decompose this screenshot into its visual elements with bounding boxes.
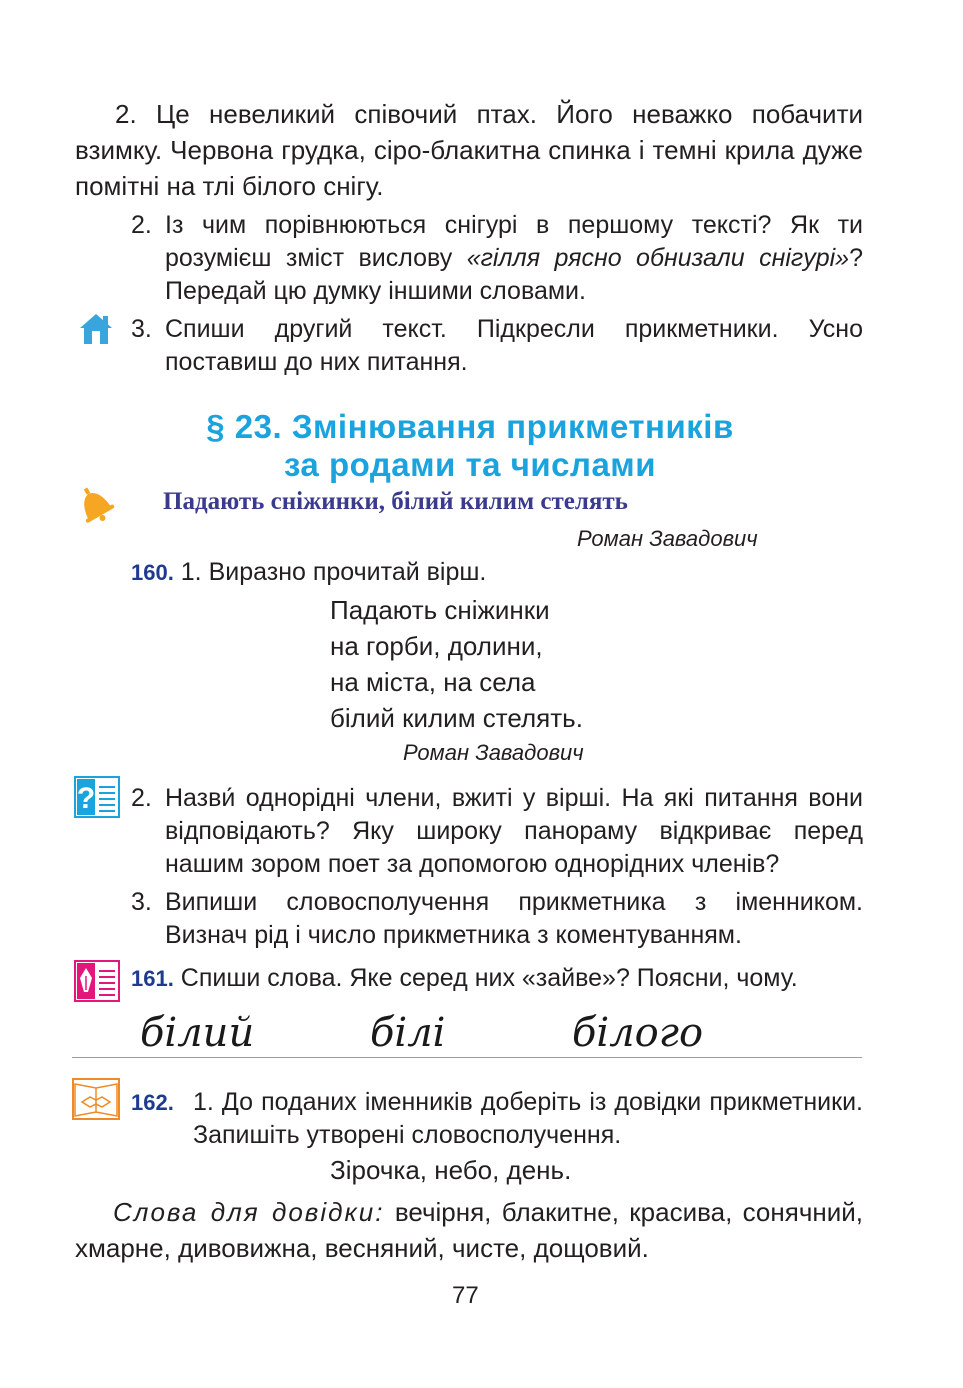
exercise-162-number: 162. xyxy=(131,1090,174,1115)
epigraph-author: Роман Завадович xyxy=(577,526,758,551)
poem-line-1: Падають сніжинки xyxy=(330,595,550,625)
svg-text:?: ? xyxy=(76,782,96,815)
exercise-161-number: 161. xyxy=(131,966,174,991)
question-2-number: 2. xyxy=(131,211,152,239)
exercise-162-task1: 1. До поданих іменників доберіть із довідки прикметники. Запишіть утворені словосполучення. xyxy=(193,1088,863,1149)
intro-paragraph xyxy=(75,96,863,204)
exercise-161 xyxy=(131,962,863,995)
handshake-book-icon xyxy=(72,1078,120,1120)
handwritten-word-1: білий xyxy=(140,1010,255,1056)
task2-number: 2. xyxy=(131,784,152,812)
handwritten-word-3: білого xyxy=(572,1010,704,1056)
hint-paragraph xyxy=(75,1194,863,1266)
poem-line-3: на міста, на села xyxy=(330,667,536,697)
question-3-number: 3. xyxy=(131,315,152,343)
poem-line-2: на горби, долини, xyxy=(330,631,543,661)
question-2 xyxy=(131,209,863,308)
section-heading xyxy=(100,408,840,484)
nouns-line: Зірочка, небо, день. xyxy=(330,1155,572,1185)
section-title-line2: за родами та числами xyxy=(283,446,657,483)
question-3-text: Спиши другий текст. Підкресли прикметники. Усно поставиш до них питання. xyxy=(165,315,863,376)
pen-book-icon xyxy=(74,960,120,1002)
quote: «гілля рясно обнизали снігурі» xyxy=(466,244,850,272)
hint-words: вечірня, блакитне, красива, сонячний, хмарне, дивовижна, весняний, чисте, дощовий. xyxy=(75,1197,863,1263)
exercise-160-task2 xyxy=(131,782,863,881)
exercise-160-number: 160. xyxy=(131,560,174,585)
poem-author: Роман Завадович xyxy=(403,740,584,765)
exercise-161-text: Спиши слова. Яке серед них «зайве»? Поясни, чому. xyxy=(180,964,798,992)
home-icon xyxy=(78,312,114,346)
exercise-162 xyxy=(131,1086,863,1152)
writing-line xyxy=(72,1057,862,1058)
poem-line-4: білий килим стелять. xyxy=(330,703,583,733)
task3-number: 3. xyxy=(131,888,152,916)
epigraph: Падають сніжинки, білий килим стелять xyxy=(163,488,628,515)
question-3 xyxy=(131,313,863,379)
exercise-160-task1-text: 1. Виразно прочитай вірш. xyxy=(180,558,487,586)
poem xyxy=(330,592,583,736)
task3-text: Випиши словосполучення прикметника з іменником. Визнач рід і число прикметника з коментуванням. xyxy=(165,888,863,949)
handwritten-word-2: білі xyxy=(370,1010,446,1056)
exercise-160-task3 xyxy=(131,886,863,952)
question-book-icon xyxy=(74,776,120,818)
task2-text: Назви́ однорідні члени, вжиті у вірші. На які питання вони відповідають? Яку широку панораму відкриває перед нашим зором поет за допомогою однорідних членів? xyxy=(165,784,863,878)
question-2-text: Із чим порівнюються снігурі в першому тексті? Як ти розумієш зміст вислову «гілля рясно обнизали снігурі»? Передай цю думку іншими словами. xyxy=(165,211,863,305)
exercise-160-task1 xyxy=(131,556,486,589)
bell-icon xyxy=(74,484,116,526)
page-number: 77 xyxy=(452,1282,479,1309)
hint-label: Слова для довідки: xyxy=(113,1197,385,1227)
intro-text: 2. Це невеликий співочий птах. Його неважко побачити взимку. Червона грудка, сіро-блакитна спинка і темні крила дуже помітні на тлі білого снігу. xyxy=(75,99,863,201)
section-title-line1: § 23. Змінювання прикметників xyxy=(206,408,734,445)
